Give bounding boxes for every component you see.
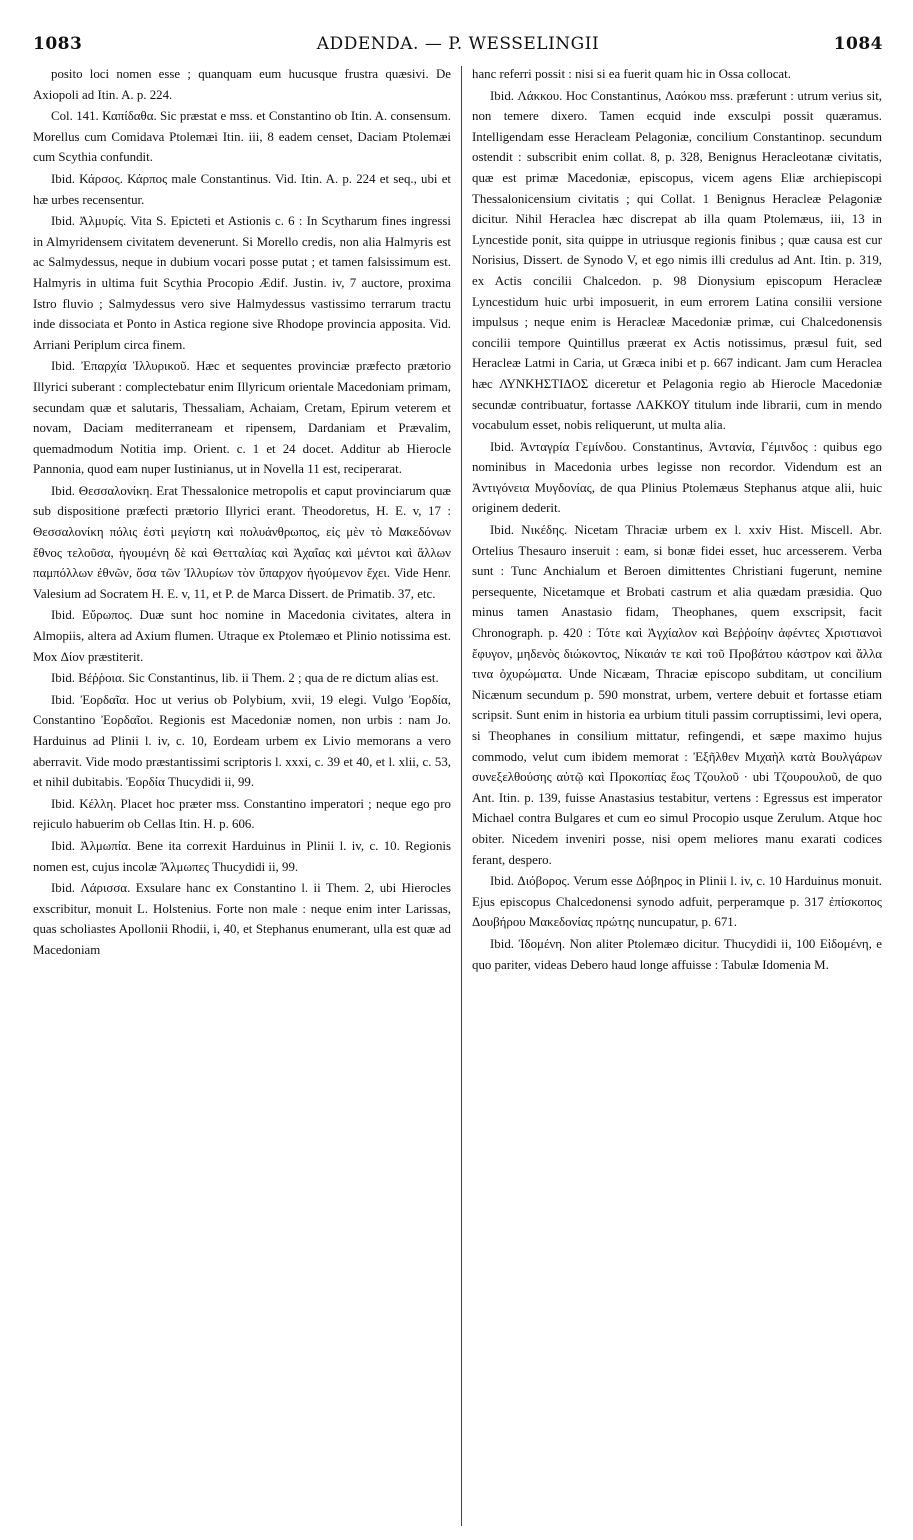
paragraph: Ibid. Ἀλμυρίς. Vita S. Epicteti et Astionis c. 6 : In Scytharum fines ingressi in Almyridensem civitatem devenerunt. Si Morello credis, non alia Halmyris est ac Salmydessus, neque in dubium vocari posse putat ; et tamen falsissimum est. Halmyris in ultima fuit Scythia Procopio Ædif. Justin. iv, 7 auctore, proxima Istro fluvio ; Salmydessus vero sive Halmydessus vastissimo terrarum tractu inde dissociata et Ponto in Astica regione sive Rhodope provincia apposita. Vid. Arriani Periplum circa finem. <box>33 214 451 352</box>
paragraph: Ibid. Λάρισσα. Exsulare hanc ex Constantino l. ii Them. 2, ubi Hierocles exscribitur, monuit L. Holstenius. Forte non male : neque enim inter Larissas, quas scholiastes Apollonii Rhodii, i, 40, et Stephanus enumerant, ulla est quæ ad Macedoniam <box>33 881 451 957</box>
paragraph: Ibid. Ἀλμωπία. Bene ita correxit Harduinus in Plinii l. iv, c. 10. Regionis nomen est, cujus incolæ Ἄλμωπες Thucydidi ii, 99. <box>33 838 451 874</box>
paragraph: Ibid. Ἰδομένη. Non aliter Ptolemæo dicitur. Thucydidi ii, 100 Εἰδομένη, e quo pariter, videas Debero haud longe affuisse : Tabulæ Idomenia M. <box>472 936 882 972</box>
paragraph: Ibid. Ἐορδαῖα. Hoc ut verius ob Polybium, xvii, 19 elegi. Vulgo Ἐορδία, Constantino Ἐορδαῖοι. Regionis est Macedoniæ nomen, non urbis : nam Jo. Harduinus ad Plinii l. iv, c. 10, Eordeam urbem ex Livio memorans a vero aberravit. Vide modo præstantissimi scriptoris l. xxxi, c. 39 et 40, et l. xlii, c. 53, et nihil dubitabis. Ἐορδία Thucydidi ii, 99. <box>33 692 451 790</box>
paragraph: posito loci nomen esse ; quanquam eum hucusque frustra quæsivi. De Axiopoli ad Itin. A. p. 224. <box>33 67 451 102</box>
paragraph: Ibid. Εὔρωπος. Duæ sunt hoc nomine in Macedonia civitates, altera in Almopiis, altera ad Axium flumen. Utraque ex Ptolemæo et Plinio notissima est. Mox Δίον præstiterit. <box>33 608 451 664</box>
paragraph: hanc referri possit : nisi si ea fuerit quam hic in Ossa collocat. <box>472 67 791 81</box>
paragraph: Ibid. Ἐπαρχία Ἰλλυρικοῦ. Hæc et sequentes provinciæ præfecto prætorio Illyrici suberant : complectebatur enim Illyricum orientale Macedoniam primam, secundam quæ et salutaris, Thessaliam, Achaiam, Cretam, Epirum veterem et novam, Daciam mediterraneam et ripensem, Dardaniam et Prævalim, quemadmodum Notitia imp. Orient. c. 1 et 24 docet. Additur ab Hierocle Pannonia, quod eam nuper Iustinianus, ut in Novella 11 est, reciperarat. <box>33 359 451 477</box>
column-divider <box>461 66 462 1526</box>
right-column <box>472 64 882 1530</box>
paragraph: Ibid. Νικέδης. Nicetam Thraciæ urbem ex l. xxiv Hist. Miscell. Abr. Ortelius Thesauro inseruit : eam, si bonæ fidei esset, huc arcesserem. Verba sunt : Tunc Anchialum et Beroen dimittentes Christiani fugerunt, nemine persequente, Nicetamque et Brobati castrum et alia quædam præsidia. Quo minus tamen Anastasio fidam, Theophanes, quem exscripsit, facit Chronograph. p. 420 : Τότε καὶ Ἀγχίαλον καὶ Βεῤῥοίην ἀφέντες Χριστιανοὶ ἔφυγον, μηδενὸς διώκοντος, Νίκαιάν τε καὶ τοῦ Προβάτου κάστρον καὶ ἄλλα τινα ὀχυρώματα. Unde Nicæam, Thraciæ episcopo subditam, ut concilium Nicænum secundum p. 590 monstrat, urbem, vertere debuit et fortasse etiam scripsit. Sunt enim in historia ea urbium tituli passim corruptissimi, levi opera, si Theophanes in consilium mittatur, refingendi, et sæpe maximo hujus commodo, velut cum ibidem memorat : Ἐξῆλθεν Μιχαὴλ κατὰ Βουλγάρων συνεξελθούσης αὐτῷ καὶ Προκοπίας ἕως Τζουλοῦ · ubi Τζουρουλοῦ, de quo Ant. Itin. p. 139, fuisse Anastasius testabitur, vertens : Egressus est imperator Michael contra Bulgares et cum eo simul Procopio usque Zerulum. Atque hoc obiter. Nicedem inveniri posse, nisi opem meliores manu exarati codices ferant, despero. <box>472 523 882 867</box>
page-header <box>33 34 883 60</box>
page-number-left: 1083 <box>33 34 83 54</box>
page-number-right: 1084 <box>833 34 883 54</box>
left-column <box>33 64 451 1530</box>
paragraph: Ibid. Κέλλη. Placet hoc præter mss. Constantino imperatori ; neque ego pro rejiculo habuerim ob Cellas Itin. H. p. 606. <box>33 796 451 832</box>
paragraph: Ibid. Βέῤῥοια. Sic Constantinus, lib. ii Them. 2 ; qua de re dictum alias est. <box>51 671 439 686</box>
paragraph: Col. 141. Καπίδαθα. Sic præstat e mss. et Constantino ob Itin. A. consensum. Morellus cum Comidava Ptolemæi Itin. iii, 8 eadem censet, Daciam Ptolemæi cum Scythia confundit. <box>33 109 451 165</box>
paragraph: Ibid. Ἀνταγρία Γεμίνδου. Constantinus, Ἀντανία, Γέμινδος : quibus ego nominibus in Macedonia urbes legisse non recordor. Videndum est an Ἀντιγόνεια Μυγδονίας, de qua Plinius Ptolemæus Stephanus atque alii, huic originem dederit. <box>472 439 882 516</box>
paragraph: Ibid. Διόβορος. Verum esse Δόβηρος in Plinii l. iv, c. 10 Harduinus monuit. Ejus episcopus Chalcedonensi synodo adfuit, perperamque p. 317 ἐπίσκοπος Δουβήρου Μακεδονίας πρώτης nuncupatur, p. 671. <box>472 874 882 930</box>
running-title: ADDENDA. — P. WESSELINGII <box>316 34 600 54</box>
paragraph: Ibid. Κάρσος. Κάρπος male Constantinus. Vid. Itin. A. p. 224 et seq., ubi et hæ urbes recensentur. <box>33 171 451 207</box>
paragraph: Ibid. Θεσσαλονίκη. Erat Thessalonice metropolis et caput provinciarum quæ sub dispositione præfecti prætorio Illyrici erant. Theodoretus, H. E. v, 17 : Θεσσαλονίκη πόλις ἐστὶ μεγίστη καὶ πολυάνθρωπος, εἰς μὲν τὸ Μακεδόνων ἔθνος τελοῦσα, ἡγουμένη δὲ καὶ Θετταλίας καὶ Ἀχαΐας καὶ μέντοι καὶ ἄλλων παμπόλλων ἐθνῶν, ὅσα τῶν Ἰλλυρίων τὸν ὕπαρχον ἡγούμενον ἔχει. Vide Henr. Valesium ad Socratem H. E. v, 11, et P. de Marca Dissert. de Primatib. 37, etc. <box>33 483 451 601</box>
paragraph: Ibid. Λάκκου. Hoc Constantinus, Λαόκου mss. præferunt : utrum verius sit, non temere dixero. Tamen ecquid inde exsculpi possit quæramus. Intelligendam esse Heracleam Pelagoniæ, concilium Constantinop. secundum ostendit : subscribit enim collat. 8, p. 328, Benignus Heracleotanæ civitatis, quæ est primæ Macedoniæ, episcopus, vicem agens Eliæ archiepiscopi Thessalonicensium civitatis ; qui Collat. 1 Benignus Heracleæ Pelagoniæ dicitur. Nihil Heraclea hæc discrepat ab illa quam Ptolemæus, iii, 13 in Lyncestide ponit, sita quippe in utriusque regionis finibus ; quæ causa est cur Norisius, Dissert. de Synodo V, et ego nimis illi credulus ad Ant. Itin. p. 319, ex Actis concilii Chalcedon. p. 98 Dionysium episcopum Heracleæ Lyncestidum huic urbi imposuerit, in eum errorem Latina consilii versione impulsus ; neque enim is Heracleæ Macedoniæ primæ, cui Chalcedonensis concilii tempore Quintillus præerat ex Actis notissimus, præsul fuit, sed Heracleæ Latmi in Caria, ut Græca inibi et p. 667 indicant. Jam cum Heraclea hæc ΛΥΝΚΗΣΤΙΔΟΣ diceretur et Pelagonia regio ab Hierocle Macedoniæ secundæ contribuatur, fortasse ΛΑΚΚΟΥ titulum inde librarii, cum in mendo vocabulum esset, nobis reliquerunt, ut multa alia. <box>472 88 882 433</box>
